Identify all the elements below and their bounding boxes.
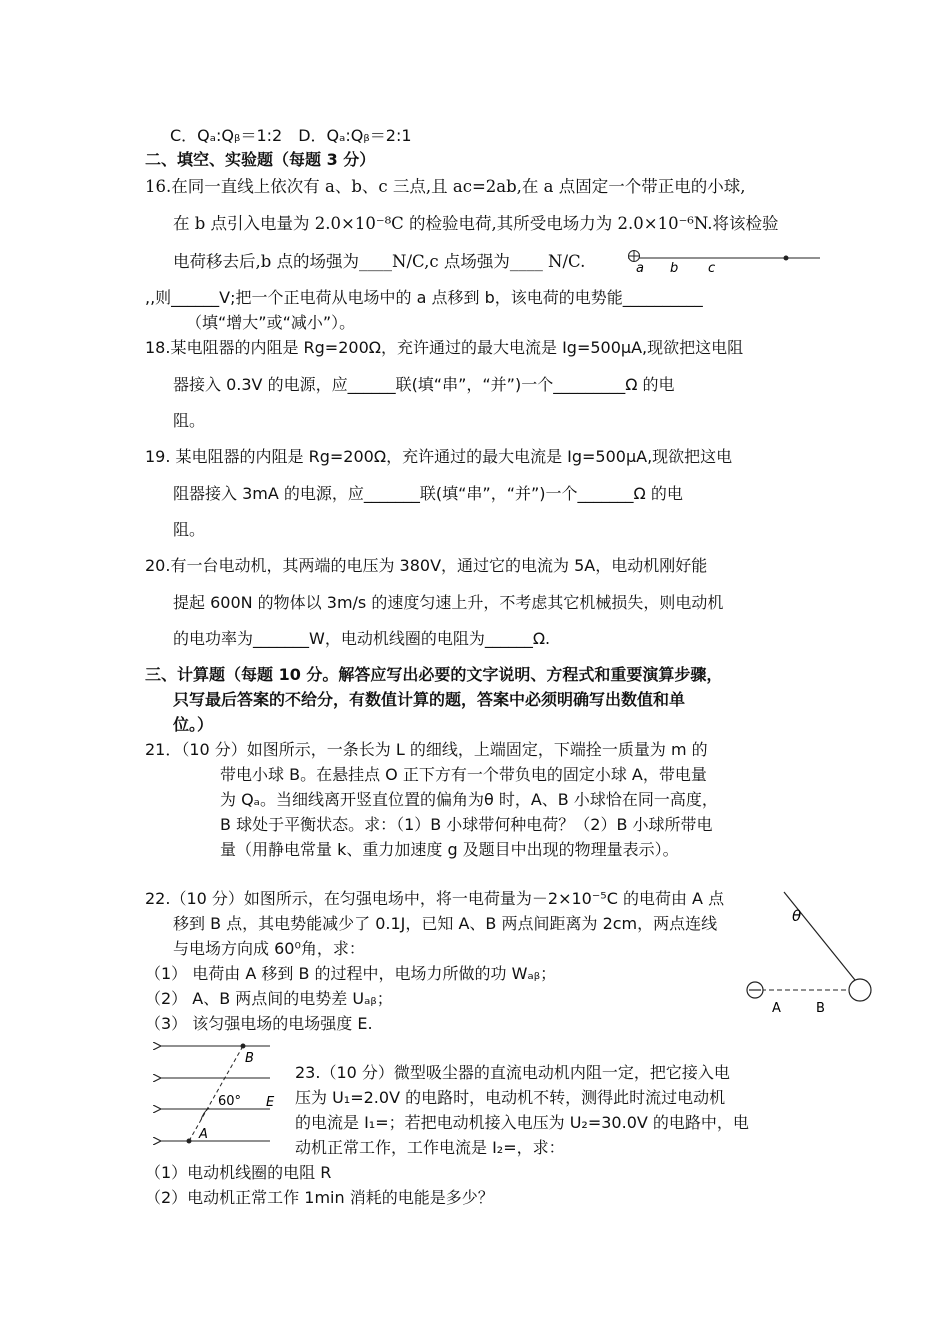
q22-line2: 移到 B 点，其电势能减少了 0.1J，已知 A、B 两点间距离为 2cm，两点连线: [173, 914, 718, 933]
label-E: E: [266, 1095, 275, 1110]
theta-label: θ: [792, 907, 802, 925]
q21-line1: 21．（10 分）如图所示，一条长为 L 的细线，上端固定，下端拴一质量为 m 的: [145, 740, 708, 759]
q21-line4: B 球处于平衡状态。求：（1）B 小球带何种电荷？（2）B 小球所带电: [220, 815, 713, 834]
section-heading-calc-2: 只写最后答案的不给分，有数值计算的题，答案中必须明确写出数值和单: [173, 690, 686, 709]
q20-line2: 提起 600N 的物体以 3m/s 的速度匀速上升，不考虑其它机械损失，则电动机: [173, 593, 724, 612]
q17-line2: （填“增大”或“减小”）。: [186, 313, 356, 332]
label-A: A: [772, 1001, 781, 1016]
q23-line4: 动机正常工作，工作电流是 I₂=，求：: [295, 1138, 565, 1157]
q22-sub3: （3） 该匀强电场的电场强度 E.: [145, 1014, 373, 1033]
label-c: c: [708, 261, 716, 276]
label-A: A: [199, 1127, 208, 1142]
q18-line2: 器接入 0.3V 的电源，应______联(填“串”，“并”)一个_________Ω 的电: [173, 375, 675, 394]
q19-line1: 19. 某电阻器的内阻是 Rg=200Ω，充许通过的最大电流是 Ig=500μA,现欲把这电: [145, 447, 733, 466]
option-c-d: C．Qₐ:Qᵦ＝1:2 D．Qₐ:Qᵦ＝2:1: [170, 126, 412, 145]
q22-sub2: （2） A、B 两点间的电势差 Uₐᵦ；: [145, 989, 393, 1008]
q23-sub2: （2）电动机正常工作 1min 消耗的电能是多少？: [145, 1188, 494, 1207]
q22-sub1: （1） 电荷由 A 移到 B 的过程中，电场力所做的功 Wₐᵦ；: [145, 964, 557, 983]
q19-line3: 阻。: [173, 520, 206, 539]
q22-line1: 22.（10 分）如图所示，在匀强电场中，将一电荷量为－2×10⁻⁵C 的电荷由 A 点: [145, 889, 725, 908]
q21-line3: 为 Qₐ。当细线离开竖直位置的偏角为θ 时，A、B 小球恰在同一高度，: [220, 790, 718, 809]
q18-line1: 18.某电阻器的内阻是 Rg=200Ω，充许通过的最大电流是 Ig=500μA,现欲把这电阻: [145, 338, 744, 357]
point-b: [241, 1044, 246, 1049]
angle-label: 60°: [218, 1094, 242, 1109]
q18-line3: 阻。: [173, 411, 206, 430]
q20-line1: 20.有一台电动机，其两端的电压为 380V，通过它的电流为 5A，电动机刚好能: [145, 556, 708, 575]
q23-line3: 的电流是 I₁=；若把电动机接入电压为 U₂=30.0V 的电路中，电: [295, 1113, 749, 1132]
q22-line3: 与电场方向成 60⁰角，求：: [173, 939, 365, 958]
section-heading-calc-1: 三、计算题（每题 10 分。解答应写出必要的文字说明、方程式和重要演算步骤，: [145, 665, 723, 684]
q16-line2: 在 b 点引入电量为 2.0×10⁻⁸C 的检验电荷,其所受电场力为 2.0×10⁻⁶N.将该检验: [173, 214, 779, 233]
section-heading-fill: 二、填空、实验题（每题 3 分）: [145, 150, 376, 169]
point-a: [187, 1139, 192, 1144]
q23-sub1: （1）电动机线圈的电阻 R: [145, 1163, 332, 1182]
q17-line1: ,,则______V;把一个正电荷从电场中的 a 点移到 b，该电荷的电势能__________: [145, 288, 703, 307]
label-a: a: [636, 261, 644, 276]
pendulum-figure: [740, 890, 880, 1020]
q23-line1: 23.（10 分）微型吸尘器的直流电动机内阻一定，把它接入电: [295, 1063, 730, 1082]
q20-line3: 的电功率为_______W，电动机线圈的电阻为______Ω.: [173, 629, 551, 648]
q16-line3: 电荷移去后,b 点的场强为____N/C,c 点场强为____ N/C.: [173, 252, 586, 271]
q23-line2: 压为 U₁=2.0V 的电路时，电动机不转，测得此时流过电动机: [295, 1088, 726, 1107]
label-B: B: [245, 1051, 254, 1066]
section-heading-calc-3: 位。）: [173, 715, 214, 734]
q21-line5: 量（用静电常量 k、重力加速度 g 及题目中出现的物理量表示）。: [220, 840, 679, 859]
q16-line1: 16.在同一直线上依次有 a、b、c 三点,且 ac=2ab,在 a 点固定一个带正电的小球,: [145, 177, 746, 196]
ball-b: [849, 979, 871, 1001]
abc-line-figure: [620, 248, 825, 276]
q19-line2: 阻器接入 3mA 的电源，应_______联(填“串”，“并”)一个_______Ω 的电: [173, 484, 683, 503]
label-b: b: [670, 261, 679, 276]
label-B: B: [816, 1001, 825, 1016]
q21-line2: 带电小球 B。在悬挂点 O 正下方有一个带负电的固定小球 A，带电量: [220, 765, 707, 784]
field-figure: [155, 1038, 280, 1150]
